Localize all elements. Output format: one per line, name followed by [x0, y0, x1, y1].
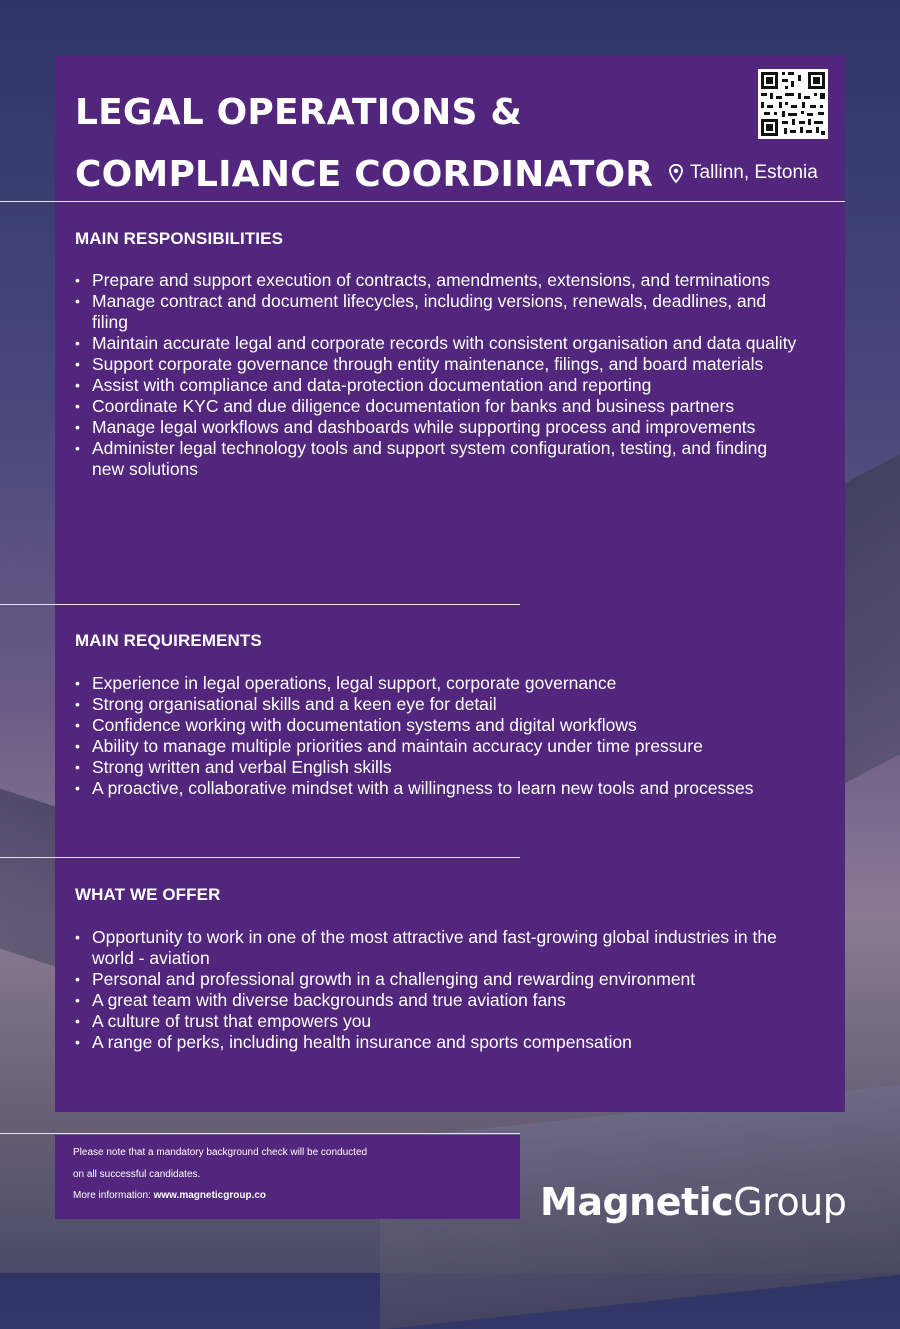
list-item: • Assist with compliance and data-protection documentation and reporting	[75, 375, 800, 396]
job-title-line-1: LEGAL OPERATIONS &	[75, 92, 522, 133]
list-item: • Personal and professional growth in a challenging and rewarding environment	[75, 969, 800, 990]
location-pin-icon	[669, 164, 683, 183]
location	[669, 162, 818, 184]
requirements-list	[75, 673, 800, 799]
footer-note-line-2: on all successful candidates.	[73, 1168, 201, 1180]
logo-text-magnetic: Magnetic	[540, 1180, 734, 1224]
offer-list	[75, 927, 800, 1053]
qr-code	[758, 69, 828, 139]
footer-more-info	[73, 1185, 367, 1207]
list-item: • Administer legal technology tools and support system configuration, testing, and finding new solutions	[75, 438, 800, 480]
divider	[0, 857, 520, 858]
list-item: • A great team with diverse backgrounds and true aviation fans	[75, 990, 800, 1011]
responsibilities-heading: MAIN RESPONSIBILITIES	[75, 229, 284, 248]
list-item: • Strong organisational skills and a keen eye for detail	[75, 694, 800, 715]
list-item: • Coordinate KYC and due diligence documentation for banks and business partners	[75, 396, 800, 417]
divider	[0, 201, 845, 202]
list-item: • Experience in legal operations, legal support, corporate governance	[75, 673, 800, 694]
location-text: Tallinn, Estonia	[690, 162, 818, 183]
footer-note	[73, 1142, 367, 1207]
list-item: • Strong written and verbal English skills	[75, 757, 800, 778]
list-item: • A range of perks, including health insurance and sports compensation	[75, 1032, 800, 1053]
divider	[0, 604, 520, 605]
more-info-label: More information:	[73, 1190, 154, 1201]
responsibilities-list	[75, 270, 800, 480]
list-item: • Manage legal workflows and dashboards while supporting process and improvements	[75, 417, 800, 438]
requirements-heading: MAIN REQUIREMENTS	[75, 631, 262, 650]
list-item: • Confidence working with documentation systems and digital workflows	[75, 715, 800, 736]
list-item: • Ability to manage multiple priorities and maintain accuracy under time pressure	[75, 736, 800, 757]
list-item: • Maintain accurate legal and corporate records with consistent organisation and data quality	[75, 333, 800, 354]
list-item: • A culture of trust that empowers you	[75, 1011, 800, 1032]
offer-heading: WHAT WE OFFER	[75, 885, 221, 904]
footer-note-line-1: Please note that a mandatory background check will be conducted	[73, 1147, 368, 1158]
list-item: • Support corporate governance through entity maintenance, filings, and board materials	[75, 354, 800, 375]
list-item: • A proactive, collaborative mindset with a willingness to learn new tools and processes	[75, 778, 800, 799]
job-title	[75, 82, 653, 206]
company-logo	[540, 1180, 846, 1224]
list-item: • Manage contract and document lifecycles, including versions, renewals, deadlines, and filing	[75, 291, 800, 333]
logo-text-group: Group	[733, 1180, 847, 1224]
website-link[interactable]: www.magneticgroup.co	[153, 1190, 267, 1201]
job-title-line-2: COMPLIANCE COORDINATOR	[75, 154, 654, 195]
divider	[0, 1133, 520, 1134]
list-item: • Opportunity to work in one of the most attractive and fast-growing global industries in the world - aviation	[75, 927, 800, 969]
list-item: • Prepare and support execution of contracts, amendments, extensions, and terminations	[75, 270, 800, 291]
qr-code-graphic	[758, 69, 828, 139]
